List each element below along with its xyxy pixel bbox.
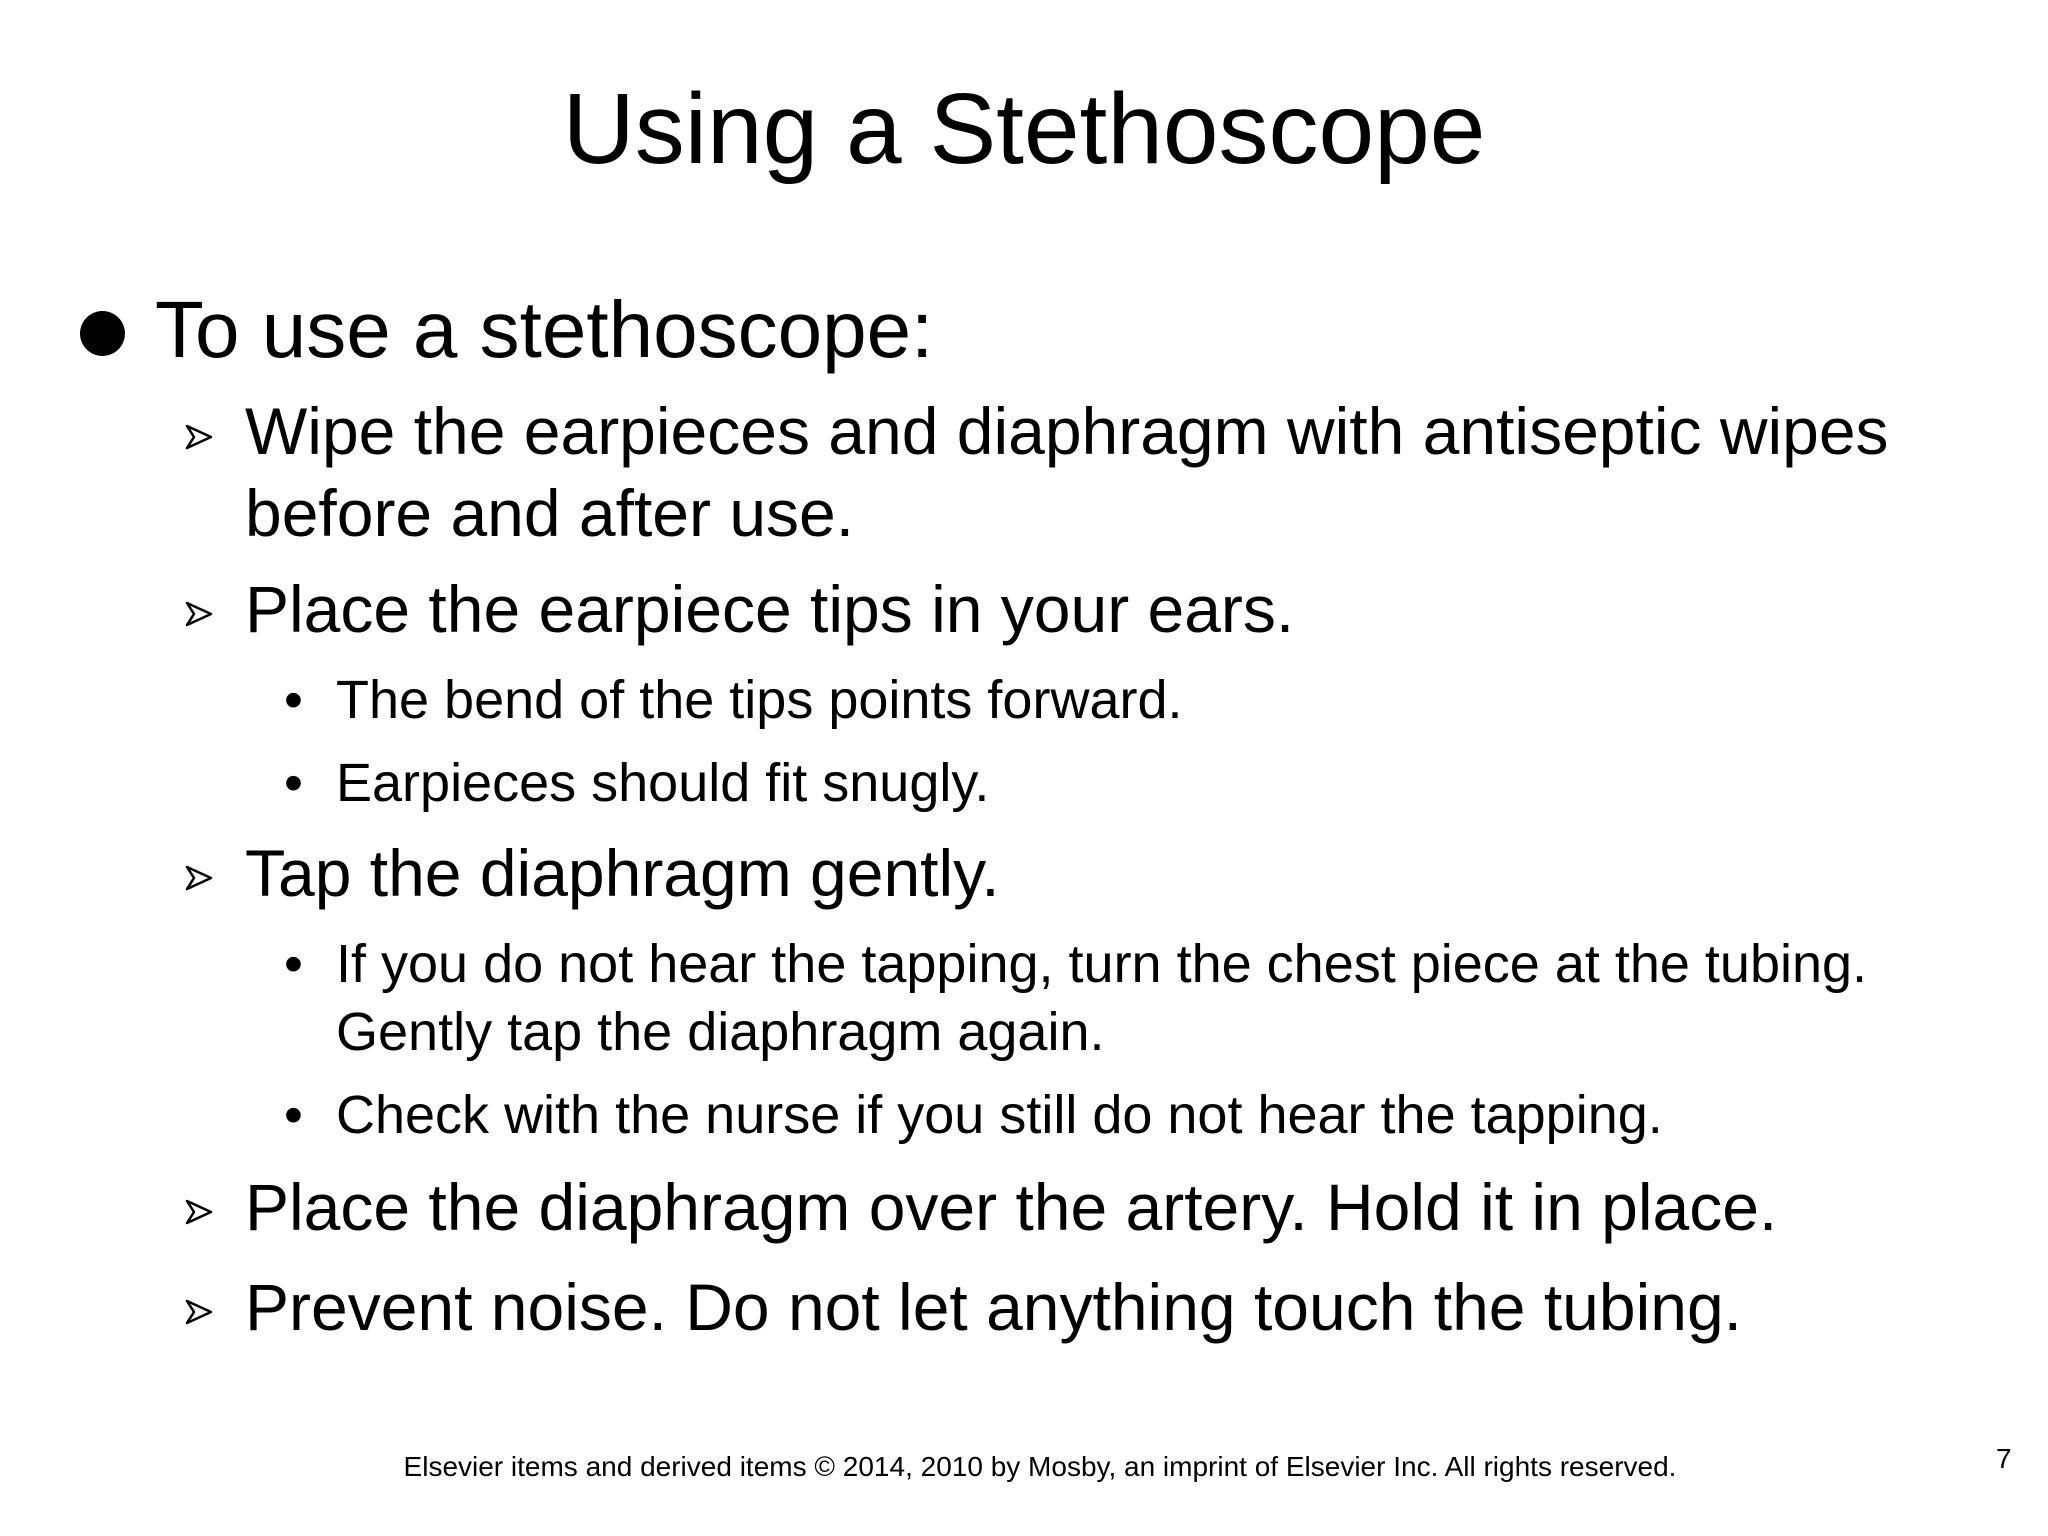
arrowhead-bullet-icon <box>182 1195 216 1229</box>
dot-bullet-icon: • <box>284 934 303 994</box>
filled-circle-bullet-icon <box>80 311 125 356</box>
main-bullet-text: To use a stethoscope: <box>155 285 934 374</box>
dot-bullet-icon: • <box>284 1085 303 1145</box>
dot-bullet-icon: • <box>284 670 303 730</box>
copyright-footer: Elsevier items and derived items © 2014, 2010 by Mosby, an imprint of Elsevier Inc. All rights reserved. <box>403 1451 1677 1482</box>
page-number: 7 <box>1996 1443 2012 1474</box>
slide-title: Using a Stethoscope <box>562 73 1486 185</box>
arrowhead-bullet-icon <box>182 1295 216 1329</box>
substep-text: Check with the nurse if you still do not hear the tapping. <box>336 1085 1663 1145</box>
substep-text: The bend of the tips points forward. <box>336 670 1183 730</box>
step-text: Wipe the earpieces and diaphragm with antiseptic wipes before and after use. <box>245 394 1889 550</box>
step-text: Tap the diaphragm gently. <box>245 836 1000 910</box>
step-text: Prevent noise. Do not let anything touch the tubing. <box>245 1270 1742 1344</box>
arrowhead-bullet-icon <box>182 597 216 631</box>
substep-text: If you do not hear the tapping, turn the chest piece at the tubing. Gently tap the diaphragm again. <box>336 934 1868 1062</box>
arrowhead-bullet-icon <box>182 420 216 454</box>
step-text: Place the earpiece tips in your ears. <box>245 572 1295 646</box>
arrowhead-bullet-icon <box>182 861 216 895</box>
step-text: Place the diaphragm over the artery. Hold it in place. <box>245 1170 1778 1244</box>
substep-text: Earpieces should fit snugly. <box>336 753 990 813</box>
dot-bullet-icon: • <box>284 753 303 813</box>
